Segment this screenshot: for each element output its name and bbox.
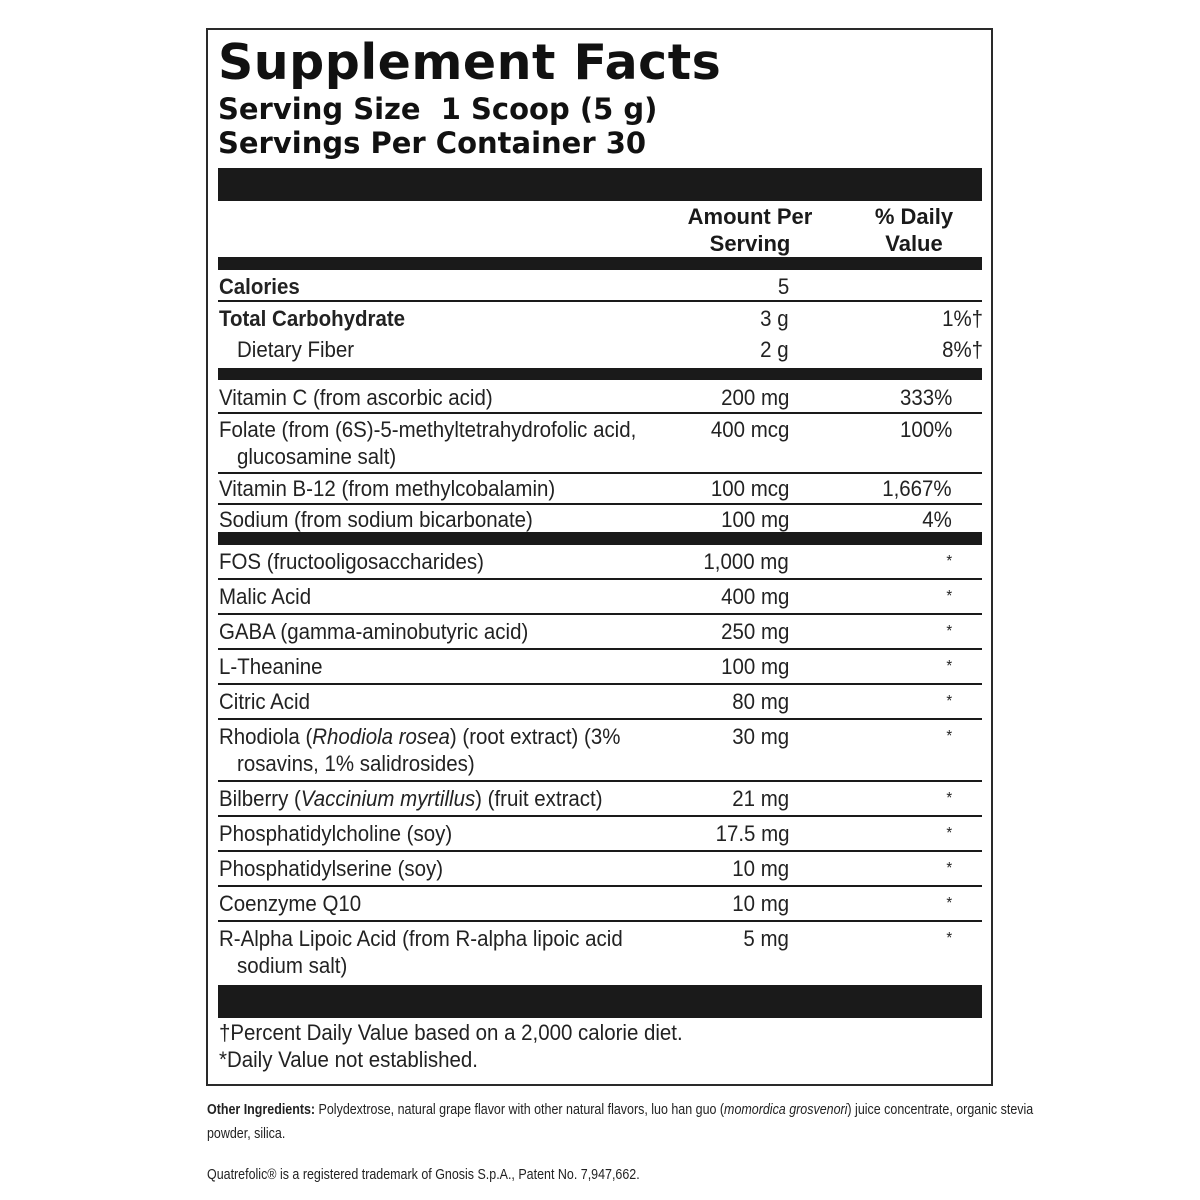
- row-divider: [218, 780, 982, 782]
- row-name: [219, 723, 620, 750]
- row-amount: 100 mcg: [710, 476, 789, 501]
- row-dv: 1%†: [942, 306, 983, 331]
- row-dv: 8%†: [942, 337, 983, 362]
- dv-header-line2: Value: [885, 231, 943, 256]
- row-amount: 400 mg: [720, 584, 789, 609]
- amount-header-line1: Amount Per: [687, 204, 813, 229]
- amount-header-line2: Serving: [709, 231, 791, 256]
- row-name: Citric Acid: [219, 689, 310, 714]
- row-amount: 200 mg: [720, 385, 789, 410]
- row-dv: 4%: [922, 507, 952, 532]
- row-dv: 333%: [899, 385, 952, 410]
- row-amount: 10 mg: [732, 856, 789, 881]
- row-name-latin: Vaccinium myrtillus: [300, 786, 476, 811]
- row-divider: [218, 472, 982, 474]
- row-dv: *: [946, 623, 952, 640]
- top-thick-bar: [218, 168, 982, 201]
- row-name: GABA (gamma-aminobutyric acid): [219, 619, 529, 644]
- row-name-part: Rhodiola (: [219, 724, 313, 749]
- footnote-dagger: †Percent Daily Value based on a 2,000 calorie diet.: [219, 1020, 683, 1045]
- row-dv: *: [946, 895, 952, 912]
- row-dv: *: [946, 860, 952, 877]
- other-ingredients-latin: momordica grosvenori: [724, 1102, 848, 1118]
- footnote-star: *Daily Value not established.: [219, 1047, 478, 1072]
- row-name-continued: rosavins, 1% salidrosides): [237, 751, 475, 776]
- header-thick-bar: [218, 257, 982, 270]
- row-name: [219, 785, 603, 812]
- row-divider: [218, 613, 982, 615]
- row-divider: [218, 885, 982, 887]
- row-name: Sodium (from sodium bicarbonate): [219, 507, 533, 532]
- row-amount: 250 mg: [720, 619, 789, 644]
- row-divider: [218, 920, 982, 922]
- section-thick-bar: [218, 368, 982, 380]
- row-dv: *: [946, 553, 952, 570]
- row-dv: *: [946, 825, 952, 842]
- row-divider: [218, 683, 982, 685]
- row-divider: [218, 718, 982, 720]
- row-name: Phosphatidylcholine (soy): [219, 821, 453, 846]
- row-amount: 80 mg: [732, 689, 789, 714]
- row-name: FOS (fructooligosaccharides): [219, 549, 484, 574]
- row-dv: 1,667%: [882, 476, 952, 501]
- daily-value-header: [850, 203, 978, 257]
- row-name-part: Bilberry (: [219, 786, 301, 811]
- other-ingredients-text: Polydextrose, natural grape flavor with other natural flavors, luo han guo (: [315, 1102, 725, 1118]
- row-amount: 5 mg: [743, 926, 789, 951]
- row-name: Vitamin B-12 (from methylcobalamin): [219, 476, 556, 501]
- row-amount: 3 g: [760, 306, 789, 331]
- row-divider: [218, 503, 982, 505]
- row-dv: *: [946, 728, 952, 745]
- row-name-continued: sodium salt): [237, 953, 348, 978]
- row-name: L-Theanine: [219, 654, 323, 679]
- row-name: Vitamin C (from ascorbic acid): [219, 385, 493, 410]
- section-thick-bar: [218, 532, 982, 545]
- row-amount: 2 g: [760, 337, 789, 362]
- other-ingredients-label: Other Ingredients:: [207, 1102, 316, 1118]
- row-amount: 400 mcg: [710, 417, 789, 442]
- row-name: Phosphatidylserine (soy): [219, 856, 444, 881]
- row-divider: [218, 578, 982, 580]
- row-divider: [218, 300, 982, 302]
- row-amount: 100 mg: [720, 654, 789, 679]
- row-dv: *: [946, 790, 952, 807]
- row-divider: [218, 850, 982, 852]
- row-name-part: ) (root extract) (3%: [449, 724, 621, 749]
- row-name: Dietary Fiber: [237, 337, 355, 362]
- row-dv: 100%: [899, 417, 952, 442]
- row-name: Coenzyme Q10: [219, 891, 362, 916]
- row-amount: 21 mg: [732, 786, 789, 811]
- dv-header-line1: % Daily: [874, 204, 954, 229]
- servings-per-container: Servings Per Container 30: [218, 126, 647, 160]
- other-ingredients-text: ) juice concentrate, organic stevia powder, silica.: [207, 1102, 1034, 1142]
- row-name-latin: Rhodiola rosea: [312, 724, 450, 749]
- bottom-thick-bar: [218, 985, 982, 1018]
- row-name: R-Alpha Lipoic Acid (from R-alpha lipoic acid: [219, 926, 623, 951]
- row-divider: [218, 648, 982, 650]
- row-amount: 100 mg: [720, 507, 789, 532]
- row-name: Total Carbohydrate: [219, 306, 406, 331]
- row-name-part: ) (fruit extract): [475, 786, 603, 811]
- row-dv: *: [946, 693, 952, 710]
- row-dv: *: [946, 588, 952, 605]
- row-amount: 5: [777, 274, 789, 299]
- row-amount: 17.5 mg: [715, 821, 789, 846]
- row-amount: 1,000 mg: [703, 549, 789, 574]
- trademark-notice: Quatrefolic® is a registered trademark of Gnosis S.p.A., Patent No. 7,947,662.: [207, 1167, 640, 1183]
- serving-size: Serving Size 1 Scoop (5 g): [218, 92, 658, 126]
- row-divider: [218, 815, 982, 817]
- row-dv: *: [946, 930, 952, 947]
- amount-per-serving-header: [672, 203, 828, 257]
- row-name-continued: glucosamine salt): [237, 444, 397, 469]
- row-amount: 10 mg: [732, 891, 789, 916]
- row-name: Calories: [219, 274, 300, 299]
- row-amount: 30 mg: [732, 724, 789, 749]
- panel-title: Supplement Facts: [218, 34, 722, 91]
- other-ingredients: [207, 1098, 1050, 1146]
- row-dv: *: [946, 658, 952, 675]
- row-name: Folate (from (6S)-5-methyltetrahydrofolic acid,: [219, 417, 637, 442]
- row-name: Malic Acid: [219, 584, 312, 609]
- row-divider: [218, 412, 982, 414]
